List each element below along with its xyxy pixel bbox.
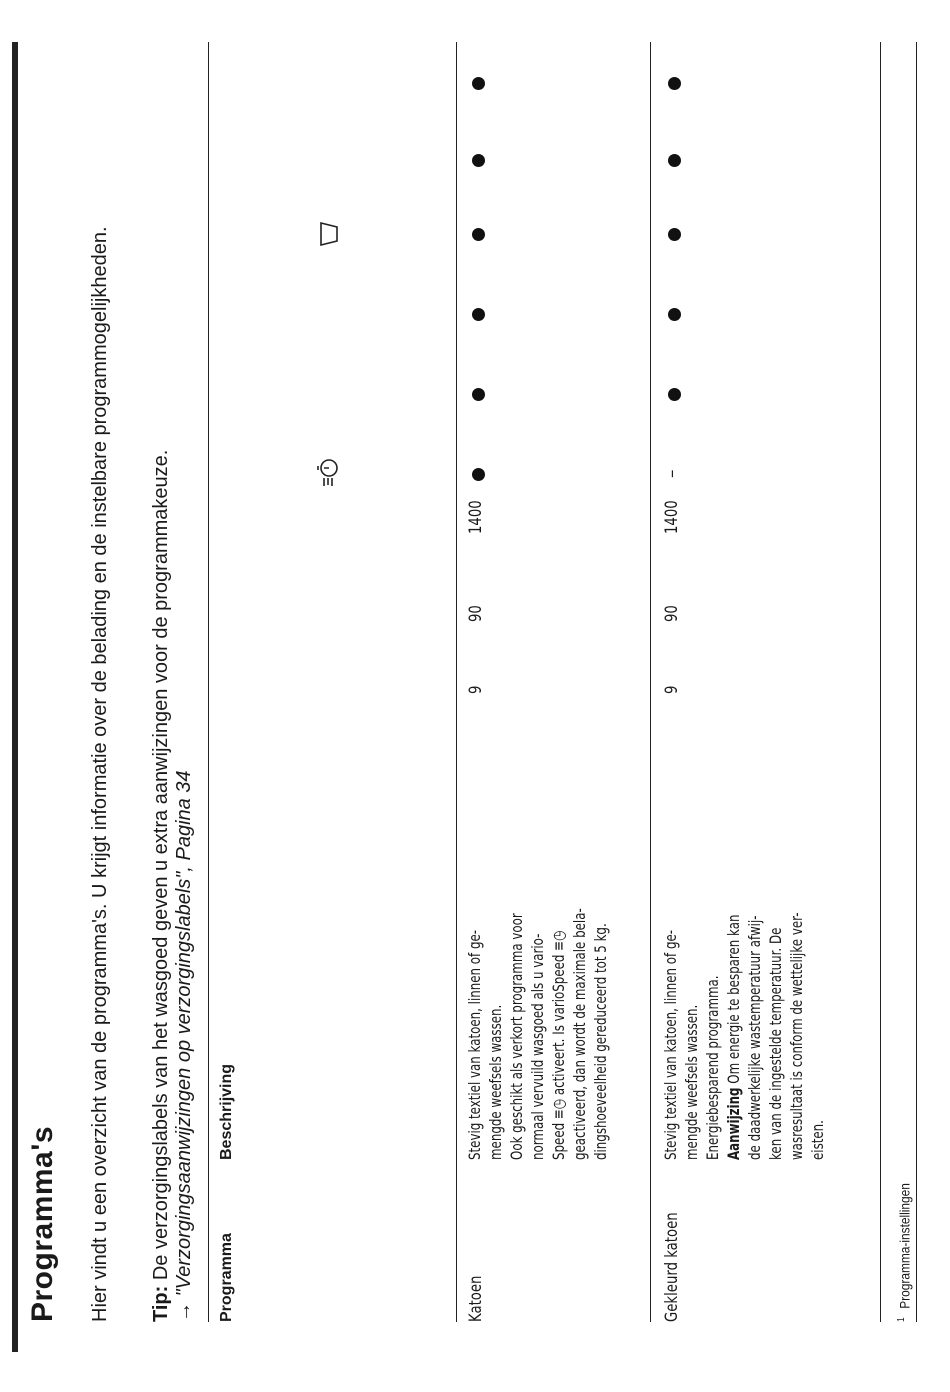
program-description-katoen — [464, 908, 611, 1160]
row-divider-2 — [650, 42, 651, 1322]
note-line: de daadwerkelijke wastemperatuur afwij- — [745, 915, 764, 1160]
tip-body: De verzorgingslabels van het wasgoed geven u extra aanwijzingen voor de programmakeuze. — [150, 449, 172, 1286]
max-load-value: 9 — [662, 685, 682, 694]
page-title: Programma's — [26, 1125, 59, 1322]
max-spin-value: 1400 — [466, 500, 486, 534]
note-line: wasresultaat is conform de wettelijke ver- — [787, 912, 806, 1160]
header-divider — [208, 42, 209, 1322]
note-line — [723, 913, 744, 1160]
max-load-value: 9 — [466, 685, 486, 694]
program-description-gekleurd-katoen — [660, 913, 828, 1160]
table-bottom-rule — [880, 42, 881, 1322]
note-line: ken van de ingestelde temperatuur. De — [766, 927, 785, 1160]
option-dot — [668, 77, 681, 90]
description-line: mengde weefsels wassen. — [682, 1004, 701, 1160]
max-spin-value: 1400 — [662, 500, 682, 534]
column-header-description: Beschrijving — [218, 1063, 235, 1160]
description-line: Energiebesparend programma. — [703, 975, 722, 1160]
arrow-icon: → — [173, 1296, 195, 1322]
option-dot — [668, 154, 681, 167]
note-text: Om energie te besparen kan — [724, 914, 743, 1088]
program-name-katoen: Katoen — [466, 1275, 486, 1322]
speed-icon — [315, 457, 341, 487]
description-line: Stevig textiel van katoen, linnen of ge- — [465, 929, 484, 1160]
option-dot — [472, 388, 485, 401]
max-temperature-value: 90 — [466, 605, 486, 622]
description-line: normaal vervuild wasgoed als u vario- — [528, 933, 547, 1160]
description-line: Stevig textiel van katoen, linnen of ge- — [661, 929, 680, 1160]
column-header-program: Programma — [218, 1233, 235, 1322]
tip-text — [150, 42, 196, 1322]
option-dot — [472, 154, 485, 167]
description-line: mengde weefsels wassen. — [486, 1004, 505, 1160]
speed-supported-dot — [472, 468, 485, 481]
speed-not-supported-dash: – — [662, 469, 682, 478]
max-temperature-value: 90 — [662, 605, 682, 622]
program-name-gekleurd-katoen: Gekleurd katoen — [662, 1212, 682, 1322]
description-line: Ook geschikt als verkort programma voor — [507, 913, 526, 1160]
footnote-rule — [916, 42, 917, 1322]
footnote — [896, 1183, 913, 1322]
top-rule — [12, 42, 18, 1352]
note-line: eisten. — [808, 1120, 827, 1160]
tip-reference-link[interactable]: "Verzorgingsaanwijzingen op verzorgingslabels", Pagina 34 — [173, 770, 195, 1297]
option-dot — [668, 388, 681, 401]
row-divider-1 — [456, 42, 457, 1322]
detergent-icon — [318, 221, 340, 247]
option-dot — [472, 308, 485, 321]
footnote-text: Programma-instellingen — [896, 1183, 913, 1309]
note-label: Aanwijzing — [724, 1087, 743, 1160]
option-dot — [668, 308, 681, 321]
tip-label: Tip: — [150, 1285, 172, 1322]
footnote-marker: 1 — [896, 1317, 907, 1322]
option-dot — [472, 77, 485, 90]
option-dot — [668, 228, 681, 241]
intro-text: Hier vindt u een overzicht van de programma's. U krijgt informatie over de belading en de instelbare programmogelijkheden. — [89, 226, 111, 1322]
option-dot — [472, 228, 485, 241]
description-line: geactiveerd, dan wordt de maximale bela- — [570, 908, 589, 1160]
description-line: Speed ≡◷ activeert. Is varioSpeed ≡◷ — [549, 930, 568, 1160]
description-line: dingshoeveelheid gereduceerd tot 5 kg. — [591, 923, 610, 1160]
